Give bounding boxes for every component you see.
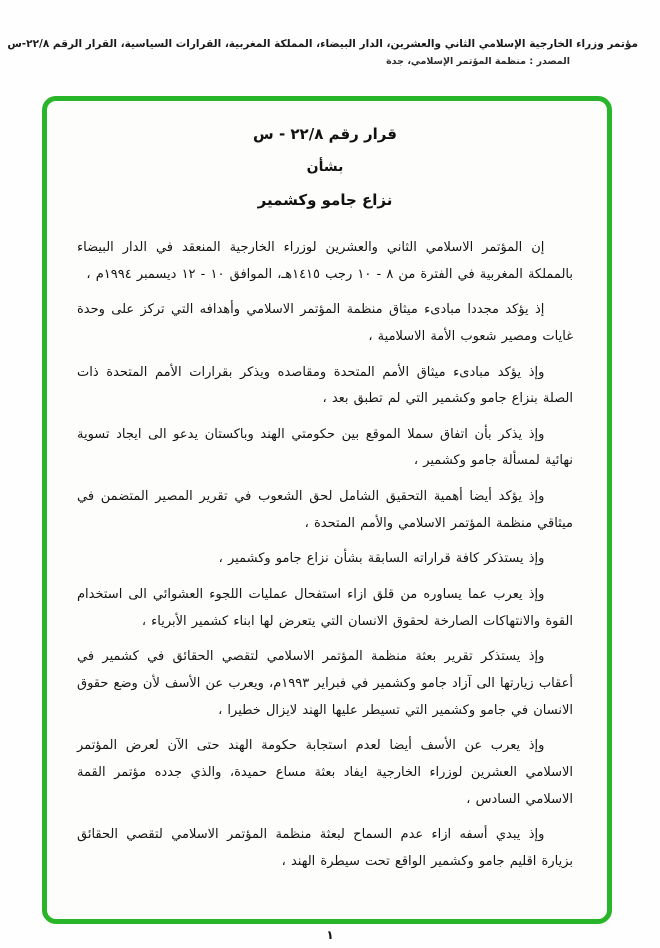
header-citation: مؤتمر وزراء الخارجية الإسلامي الثاني والعشرين، الدار البيضاء، المملكة المغربية، القرارات السياسية، القرار الرقم ٢٢/٨-س (7, 38, 638, 50)
scanned-document-highlight-box (42, 96, 612, 924)
resolution-title-block (77, 125, 573, 209)
page-number: ١ (326, 928, 334, 942)
paragraph: وإذ يذكر بأن اتفاق سملا الموقع بين حكومتي الهند وباكستان يدعو الى ايجاد تسوية نهائية لمسألة جامو وكشمير ، (77, 426, 573, 469)
document-header (7, 38, 638, 67)
paragraph: وإذ يؤكد أيضا أهمية التحقيق الشامل لحق الشعوب في تقرير المصير المتضمن في ميثاقي منظمة المؤتمر الاسلامي والأمم المتحدة ، (77, 489, 573, 531)
paragraph: وإذ يستذكر كافة قراراته السابقة بشأن نزاع جامو وكشمير ، (218, 551, 545, 567)
resolution-number: قرار رقم ٢٢/٨ - س (253, 125, 397, 143)
paragraph: وإذ يعرب عما يساوره من قلق ازاء استفحال عمليات اللجوء العشوائي الى استخدام القوة والانتهاكات الصارخة لحقوق الانسان التي يتعرض لها ابناء كشمير الأبرياء ، (77, 587, 573, 629)
paragraph: إذ يؤكد مجددا مبادىء ميثاق منظمة المؤتمر الاسلامي وأهدافه التي تركز على وحدة غايات ومصير شعوب الأمة الاسلامية ، (77, 302, 573, 344)
header-source: المصدر : منظمة المؤتمر الإسلامي، جدة (386, 56, 570, 67)
paragraph: وإذ يعرب عن الأسف أيضا لعدم استجابة حكومة الهند حتى الآن لعرض المؤتمر الاسلامي العشرين لوزراء الخارجية ايفاد بعثة مساع حميدة، والذي جدده مؤتمر القمة الاسلامي السادس ، (77, 738, 573, 807)
paragraph: وإذ يؤكد مبادىء ميثاق الأمم المتحدة ومقاصده ويذكر بقرارات الأمم المتحدة ذات الصلة بنزاع جامو وكشمير التي لم تطبق بعد ، (77, 364, 573, 407)
paragraph: وإذ يبدي أسفه ازاء عدم السماح لبعثة منظمة المؤتمر الاسلامي لتقصي الحقائق بزيارة اقليم جامو وكشمير الواقع تحت سيطرة الهند ، (77, 827, 573, 869)
resolution-subject-label: بشأن (306, 159, 344, 175)
paragraph: وإذ يستذكر تقرير بعثة منظمة المؤتمر الاسلامي لتقصي الحقائق في كشمير في أعقاب زيارتها الى آزاد جامو وكشمير في فبراير ١٩٩٣م، ويعرب عن الأسف لأن وضع حقوق الانسان في جامو وكشمير التي تسيطر عليها الهند لايزال خطيرا ، (77, 649, 573, 718)
paragraph: إن المؤتمر الاسلامي الثاني والعشرين لوزراء الخارجية المنعقد في الدار البيضاء بالمملكة المغربية في الفترة من ٨ - ١٠ رجب ١٤١٥هـ، الموافق ١٠ - ١٢ ديسمبر ١٩٩٤م ، (77, 240, 573, 282)
resolution-subject: نزاع جامو وكشمير (257, 191, 393, 209)
resolution-body (77, 235, 573, 875)
